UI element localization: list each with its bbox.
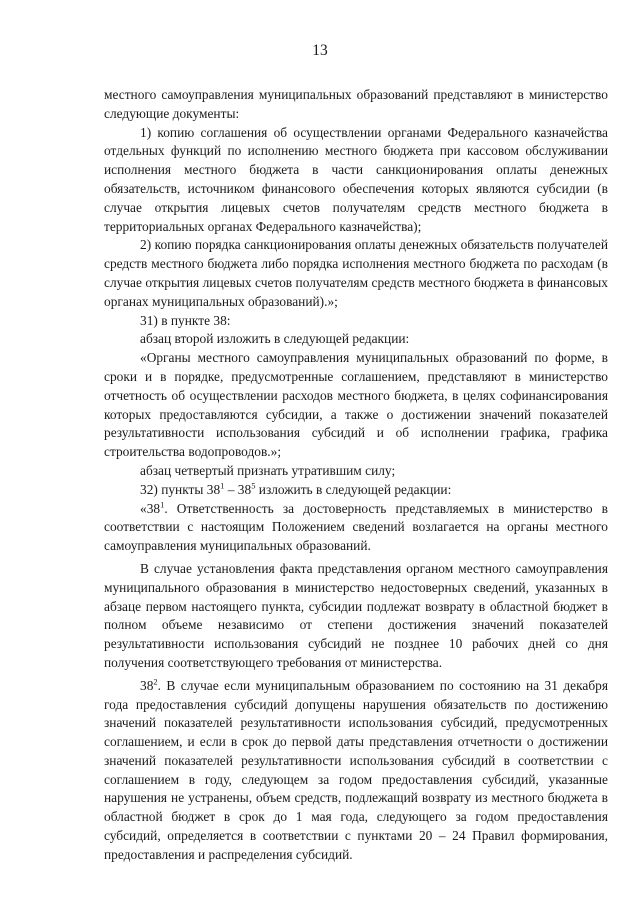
paragraph (104, 677, 608, 865)
paragraph: 31) в пункте 38: (140, 312, 231, 328)
text-run: 32) пункты 38 (140, 481, 221, 497)
paragraph: «Органы местного самоуправления муниципальных образований по форме, в сроки и в порядке, предусмотренные соглашением, представляют в министерство отчетность об осуществлении расходов местного бюджета, в целях софинансирования которых предоставляются субсидии, а также о достижении значений показателей результативности использования субсидий и об исполнении графика, графика строительства водопроводов.»; (104, 350, 608, 460)
text-run: . В случае если муниципальным образованием по состоянию на 31 декабря года предоставления субсидий допущены нарушения обязательств по достижению значений показателей результативности использования субсидий, предусмотренных соглашением, и если в срок до первой даты представления отчетности о достижении значений показателей результативности использования субсидий в соответствии с соглашением в году, следующем за годом предоставления субсидий, указанные нарушения не устранены, объем средств, подлежащий возврату из местного бюджета в областной бюджет в срок до 1 мая года, следующего за годом предоставления субсидий, определяется в соответствии с пунктами 20 – 24 Правил формирования, предоставления и распределения субсидий. (104, 677, 608, 862)
paragraph: абзац второй изложить в следующей редакции: (140, 331, 410, 347)
text-run: изложить в следующей редакции: (255, 481, 452, 497)
text-run: «38 (140, 500, 161, 516)
paragraph: абзац четвертый признать утратившим силу; (140, 462, 396, 478)
text-run: . Ответственность за достоверность представляемых в министерство в соответствии с настоящим Положением сведений возлагается на органы местного самоуправления муниципальных образований. (104, 500, 608, 554)
paragraph: местного самоуправления муниципальных образований представляют в министерство следующие документы: (104, 87, 608, 121)
superscript: 1 (160, 499, 165, 510)
superscript: 5 (251, 480, 256, 491)
paragraph: 2) копию порядка санкционирования оплаты денежных обязательств получателей средств местного бюджета либо порядка исполнения местного бюджета по расходам (в случае открытия лицевых счетов получателям средств местного бюджета в финансовых органах муниципальных образований).»; (104, 237, 608, 309)
document-body (104, 86, 608, 865)
page-number: 13 (312, 42, 328, 59)
paragraph: В случае установления факта представления органом местного самоуправления муниципального образования в министерство недостоверных сведений, указанных в абзаце первом настоящего пункта, субсидии подлежат возврату в областной бюджет в полном объеме независимо от степени достижения значений показателей результативности использования субсидий не позднее 10 рабочих дней со дня получения соответствующего требования от министерства. (104, 560, 608, 670)
text-run: 38 (140, 677, 154, 693)
text-run: – 38 (224, 481, 252, 497)
paragraph (104, 500, 608, 556)
superscript: 2 (153, 676, 158, 687)
paragraph: 1) копию соглашения об осуществлении органами Федерального казначейства отдельных функций по исполнению местного бюджета при кассовом обслуживании исполнения местного бюджета в части санкционирования оплаты денежных обязательств, источником финансового обеспечения которых являются субсидии (в случае открытия лицевых счетов получателям средств местного бюджета в территориальных органах Федерального казначейства); (104, 124, 608, 234)
paragraph (104, 481, 608, 500)
superscript: 1 (220, 480, 225, 491)
